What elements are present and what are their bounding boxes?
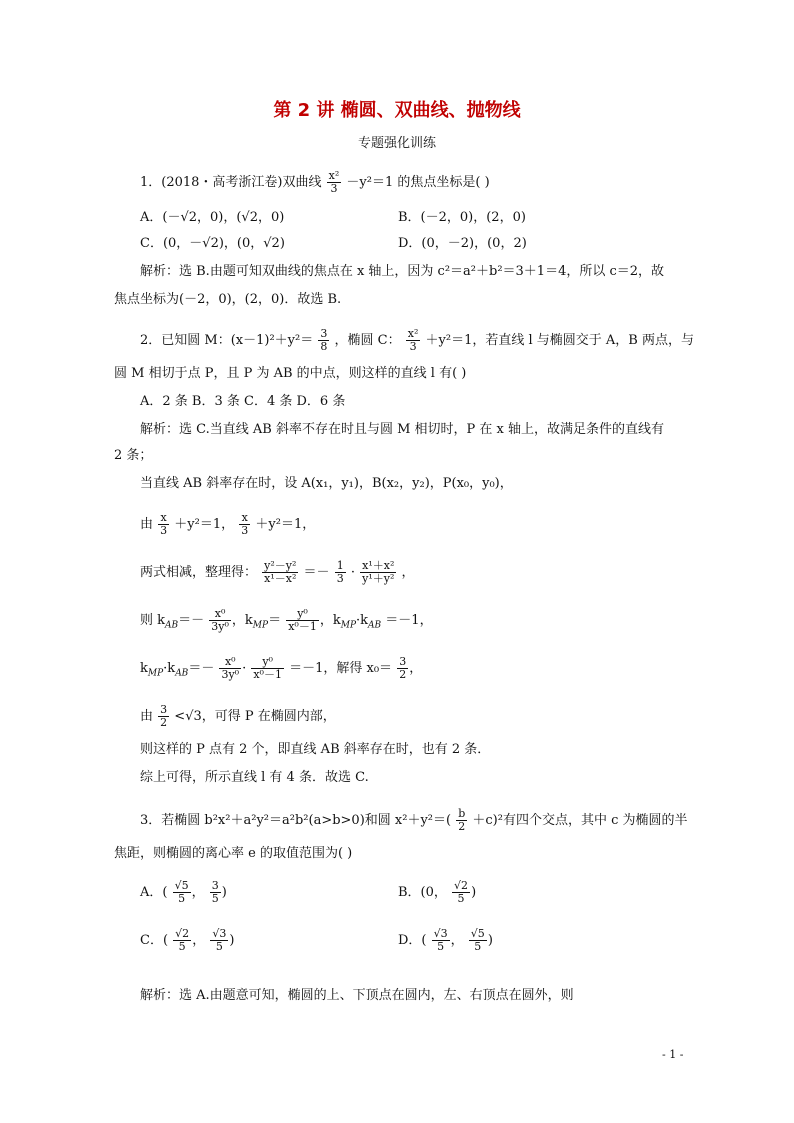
q2-stem-line1: 2．已知圆 M：(x－1)²＋y²＝ $\frac{3}{8}$ ，椭圆 C： $\frac{\text{x²}}{3}$ ＋y²＝1，若直线 l 与椭圆交于 A，B 两点，与 bbox=[140, 327, 694, 353]
q3-stem-line1: 3．若椭圆 b²x²＋a²y²＝a²b²(a>b>0)和圆 x²＋y²＝( $\frac{b}{2}$ ＋c)²有四个交点，其中 c 为椭圆的半 bbox=[140, 807, 688, 833]
frac-b-2: $\frac{b}{2}$ bbox=[458, 807, 466, 833]
q3-option-c: C．( $\frac{√2}{5}$ ， $\frac{√3}{5}$ ) bbox=[140, 927, 235, 953]
q2-answer-line10: 综上可得，所示直线 l 有 4 条．故选 C. bbox=[140, 770, 369, 785]
frac-y0-x0m1: $\frac{\text{y⁰}}{\text{x⁰－1}}$ bbox=[253, 655, 282, 681]
q2-answer-line2: 2 条； bbox=[114, 448, 153, 463]
q1-answer-line1: 解析：选 B.由题可知双曲线的焦点在 x 轴上，因为 c²＝a²＋b²＝3＋1＝4，所以 c＝2，故 bbox=[140, 264, 665, 279]
q1-answer-line2: 焦点坐标为(－2，0)，(2，0)．故选 B. bbox=[114, 292, 342, 307]
q3-stem-line2: 焦距，则椭圆的离心率 e 的取值范围为( ) bbox=[114, 846, 353, 861]
frac-x2-3: $\frac{\text{x²}}{3}$ bbox=[407, 327, 419, 353]
q2-answer-line5: 两式相减，整理得： $\frac{\text{y²－y²}}{\text{x¹－x²}}$ ＝－ $\frac{1}{3}$ · $\frac{\text{x¹＋x²}}{\text{y¹＋y²}}$ ， bbox=[140, 559, 415, 585]
frac-x-3: $\frac{x}{3}$ bbox=[241, 511, 249, 537]
frac-x0-3y0: $\frac{\text{x⁰}}{\text{3y⁰}}$ bbox=[221, 655, 240, 681]
frac-sqrt5-5: $\frac{√5}{5}$ bbox=[470, 927, 485, 953]
q2-stem-line2: 圆 M 相切于点 P，且 P 为 AB 的中点，则这样的直线 l 有( ) bbox=[114, 366, 467, 381]
q1-option-b: B．(－2，0)，(2，0) bbox=[398, 210, 526, 225]
q2-answer-line4: 由 $\frac{x}{3}$ ＋y²＝1， $\frac{x}{3}$ ＋y²＝1， bbox=[140, 511, 316, 537]
frac-3-5: $\frac{3}{5}$ bbox=[211, 879, 219, 905]
q1-option-d: D．(0，－2)，(0，2) bbox=[398, 236, 527, 251]
q2-answer-line6: 则 $k_{AB}=-$ $\frac{\text{x⁰}}{\text{3y⁰}}$ ，$k_{MP}=$ $\frac{\text{y⁰}}{\text{x⁰－1}}$ ，$k_{MP}\cdot k_{AB} =-1$， bbox=[140, 607, 433, 633]
frac-sqrt2-5: $\frac{√2}{5}$ bbox=[454, 879, 469, 905]
page-title: 第 2 讲 椭圆、双曲线、抛物线 bbox=[273, 100, 521, 121]
frac-x0-3y0: $\frac{\text{x⁰}}{\text{3y⁰}}$ bbox=[211, 607, 229, 633]
frac-sqrt3-5: $\frac{√3}{5}$ bbox=[212, 927, 227, 953]
frac-3-2: $\frac{3}{2}$ bbox=[399, 655, 407, 681]
frac-3-8: $\frac{3}{8}$ bbox=[320, 327, 328, 353]
q2-answer-line8: 由 $\frac{3}{2}$ <√3，可得 P 在椭圆内部， bbox=[140, 703, 336, 729]
frac-sqrt5-5: $\frac{√5}{5}$ bbox=[174, 879, 189, 905]
q3-option-b: B．(0， $\frac{√2}{5}$ ) bbox=[398, 879, 477, 905]
frac-sqrt2-5: $\frac{√2}{5}$ bbox=[175, 927, 190, 953]
q2-options: A．2 条 B．3 条 C．4 条 D．6 条 bbox=[140, 394, 346, 409]
frac-3-2: $\frac{3}{2}$ bbox=[160, 703, 168, 729]
q2-answer-line1: 解析：选 C.当直线 AB 斜率不存在时且与圆 M 相切时，P 在 x 轴上，故满足条件的直线有 bbox=[140, 422, 665, 437]
q3-option-d: D．( $\frac{√3}{5}$ ， $\frac{√5}{5}$ ) bbox=[398, 927, 493, 953]
frac-x2-3: $\frac{\text{x²}}{3}$ bbox=[328, 169, 340, 195]
q1-stem: 1．(2018・高考浙江卷)双曲线 $\frac{\text{x²}}{3}$ －y²＝1 的焦点坐标是( ) bbox=[140, 169, 490, 195]
q1-option-a: A．(－√2，0)，(√2，0) bbox=[140, 210, 285, 225]
page-number: - 1 - bbox=[662, 1048, 684, 1061]
q1-option-c: C．(0，－√2)，(0，√2) bbox=[140, 236, 285, 251]
q2-answer-line9: 则这样的 P 点有 2 个，即直线 AB 斜率存在时，也有 2 条． bbox=[140, 742, 491, 757]
frac-1-3: $\frac{1}{3}$ bbox=[336, 559, 344, 585]
page-subtitle: 专题强化训练 bbox=[357, 136, 436, 151]
q2-answer-line7: $k_{MP}\cdot k_{AB}=-$ $\frac{\text{x⁰}}{\text{3y⁰}}$ · $\frac{\text{y⁰}}{\text{x⁰－1}}$ ＝－1，解得 x₀＝ $\frac{3}{2}$ ， bbox=[140, 655, 423, 681]
frac-y0-x0m1: $\frac{\text{y⁰}}{\text{x⁰－1}}$ bbox=[288, 607, 317, 633]
q3-option-a: A．( $\frac{√5}{5}$ ， $\frac{3}{5}$ ) bbox=[140, 879, 227, 905]
q3-answer-line1: 解析：选 A.由题意可知，椭圆的上、下顶点在圆内，左、右顶点在圆外，则 bbox=[140, 988, 574, 1003]
frac-diff-rhs: $\frac{\text{x¹＋x²}}{\text{y¹＋y²}}$ bbox=[362, 559, 395, 585]
frac-x-3: $\frac{x}{3}$ bbox=[160, 511, 168, 537]
frac-diff-lhs: $\frac{\text{y²－y²}}{\text{x¹－x²}}$ bbox=[264, 559, 297, 585]
frac-sqrt3-5: $\frac{√3}{5}$ bbox=[433, 927, 448, 953]
q2-answer-line3: 当直线 AB 斜率存在时，设 A(x₁，y₁)，B(x₂，y₂)，P(x₀，y₀)， bbox=[140, 476, 513, 491]
